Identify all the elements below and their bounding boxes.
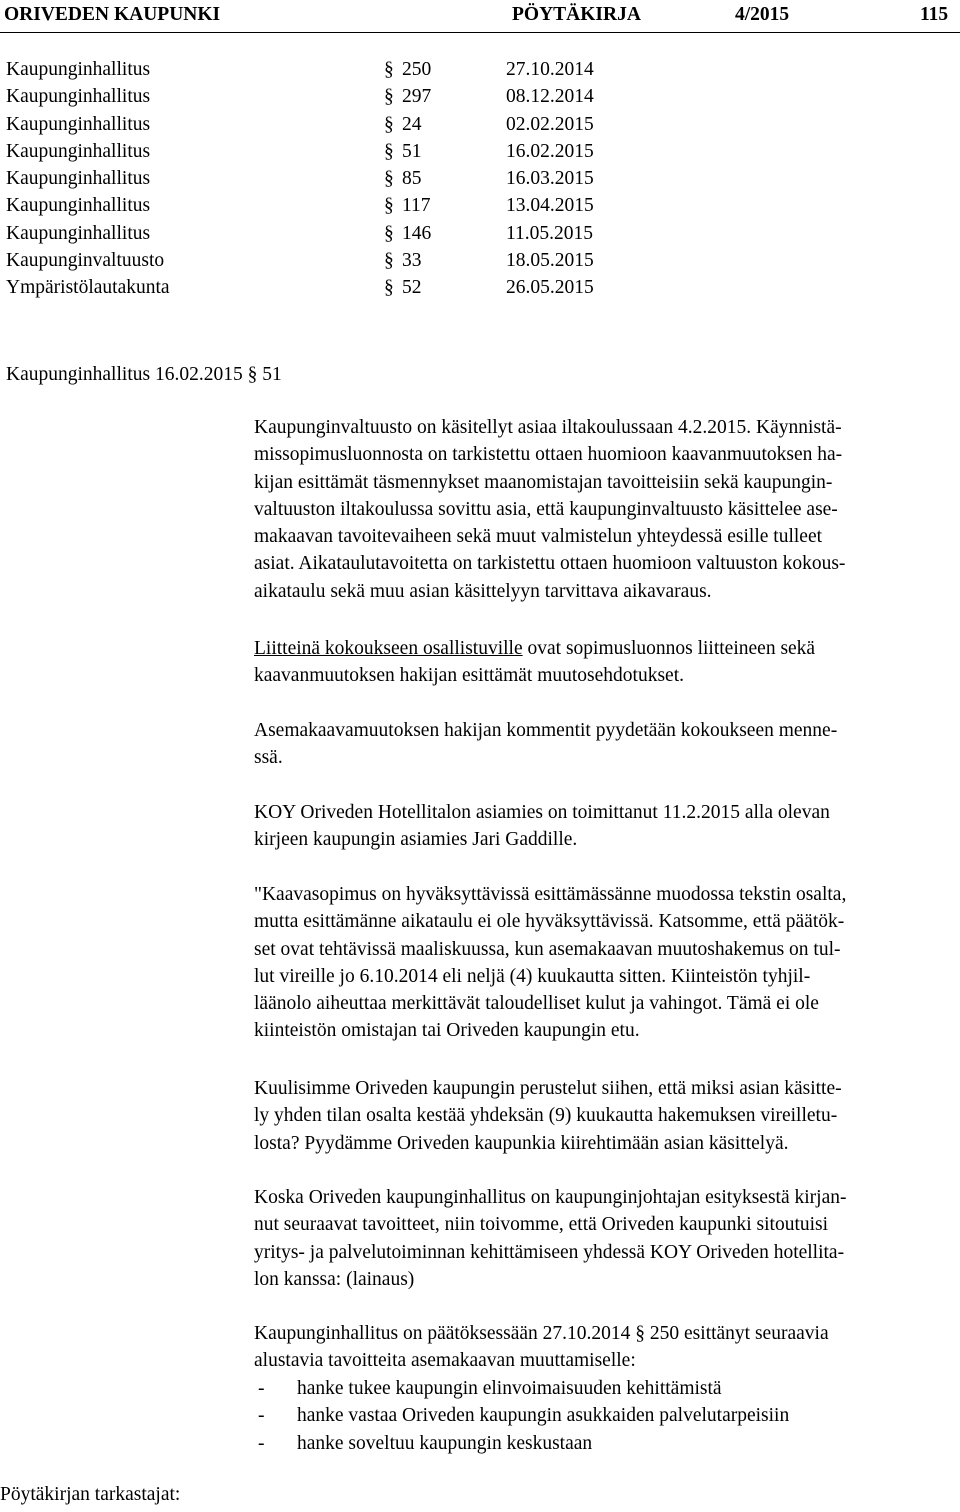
dash-bullet: - [258, 1432, 265, 1454]
history-date: 11.05.2015 [506, 222, 594, 244]
history-date: 18.05.2015 [506, 250, 594, 272]
text-line: missopimusluonnosta on tarkistettu ottaen huomioon kaavanmuutoksen ha- [254, 444, 843, 466]
history-section-number: 51 [402, 140, 422, 162]
meeting-reference-heading: Kaupunginhallitus 16.02.2015 § 51 [6, 364, 282, 385]
paragraph-applicant-comments [254, 717, 954, 772]
list-item-text: hanke vastaa Oriveden kaupungin asukkaiden palvelutarpeisiin [297, 1405, 790, 1427]
paragraph-request [254, 1075, 954, 1157]
history-section-number: 85 [402, 168, 422, 190]
history-date: 26.05.2015 [506, 277, 594, 299]
text-line: Asemakaavamuutoksen hakijan kommentit pyydetään kokoukseen menne- [254, 720, 838, 741]
history-body: Kaupunginhallitus [6, 222, 151, 244]
text-line: kijan esittämät täsmennykset maanomistajan tavoitteisiin sekä kaupungin- [254, 471, 833, 493]
section-sign: § [384, 222, 394, 244]
underlined-text: Liitteinä kokoukseen osallistuville [254, 638, 523, 659]
text-segment: ovat sopimusluonnos liitteineen sekä [522, 638, 816, 659]
text-line: KOY Oriveden Hotellitalon asiamies on toimittanut 11.2.2015 alla olevan [254, 802, 830, 823]
text-line: mutta esittämänne aikataulu ei ole hyväksyttävissä. Katsomme, että päätök- [254, 911, 845, 933]
document-type: PÖYTÄKIRJA [512, 4, 641, 25]
section-sign: § [384, 250, 394, 272]
history-body: Ympäristölautakunta [6, 277, 170, 299]
section-sign: § [384, 140, 394, 162]
history-section-number: 24 [402, 113, 422, 135]
history-body: Kaupunginhallitus [6, 86, 151, 108]
section-sign: § [384, 195, 394, 217]
text-line: kirjeen kaupungin asiamies Jari Gaddille. [254, 829, 578, 851]
history-body: Kaupunginvaltuusto [6, 250, 165, 272]
document-header [0, 0, 960, 33]
section-sign: § [384, 277, 394, 299]
paragraph-letter-intro [254, 799, 954, 854]
history-section-number: 297 [402, 86, 432, 108]
list-item-text: hanke soveltuu kaupungin keskustaan [297, 1432, 593, 1454]
history-body: Kaupunginhallitus [6, 59, 151, 80]
history-body: Kaupunginhallitus [6, 140, 151, 162]
text-line: aikataulu sekä muu asian käsittelyyn tarvittava aikavaraus. [254, 580, 712, 602]
text-line: makaavan tavoitevaiheen sekä muut valmistelun yhteydessä esille tulleet [254, 526, 823, 548]
municipality-name: ORIVEDEN KAUPUNKI [4, 4, 221, 25]
text-line: kaavanmuutoksen hakijan esittämät muutosehdotukset. [254, 665, 684, 687]
minutes-reviewers-label: Pöytäkirjan tarkastajat: [0, 1484, 181, 1505]
text-line: nut seuraavat tavoitteet, niin toivomme, että Oriveden kaupunki sitoutuisi [254, 1214, 829, 1236]
text-line: lut vireille jo 6.10.2014 eli neljä (4) kuukautta sitten. Kiinteistön tyhjil- [254, 965, 811, 987]
text-line: lon kanssa: (lainaus) [254, 1268, 415, 1290]
page-number: 115 [920, 4, 949, 25]
history-date: 16.02.2015 [506, 140, 594, 162]
list-item-text: hanke tukee kaupungin elinvoimaisuuden kehittämistä [297, 1378, 722, 1399]
dash-bullet: - [258, 1378, 265, 1399]
history-section-number: 146 [402, 222, 432, 244]
history-section-number: 250 [402, 59, 432, 80]
history-body: Kaupunginhallitus [6, 195, 151, 217]
text-line: kiinteistön omistajan tai Oriveden kaupungin etu. [254, 1020, 640, 1042]
history-body: Kaupunginhallitus [6, 168, 151, 190]
text-line: yritys- ja palvelutoiminnan kehittämiseen yhdessä KOY Oriveden hotellita- [254, 1241, 845, 1263]
text-line: asiat. Aikataulutavoitetta on tarkistettu ottaen huomioon valtuuston kokous- [254, 553, 846, 575]
text-line: "Kaavasopimus on hyväksyttävissä esittämässänne muodossa tekstin osalta, [254, 884, 847, 905]
history-date: 27.10.2014 [506, 59, 594, 80]
text-line: ly yhden tilan osalta kestää yhdeksän (9) kuukautta hakemuksen vireilletu- [254, 1105, 838, 1127]
history-date: 02.02.2015 [506, 113, 594, 135]
history-date: 08.12.2014 [506, 86, 594, 108]
section-sign: § [384, 168, 394, 190]
history-section-number: 33 [402, 250, 422, 272]
section-sign: § [384, 59, 394, 80]
paragraph-attachments [254, 635, 954, 690]
history-body: Kaupunginhallitus [6, 113, 151, 135]
dash-bullet: - [258, 1405, 265, 1427]
text-line: losta? Pyydämme Oriveden kaupunkia kiirehtimään asian käsittelyä. [254, 1132, 789, 1154]
paragraph-decision-quote [254, 1320, 954, 1375]
text-line: Koska Oriveden kaupunginhallitus on kaupunginjohtajan esityksestä kirjan- [254, 1187, 847, 1208]
text-line: ssä. [254, 747, 283, 769]
text-line: Kaupunginhallitus on päätöksessään 27.10.2014 § 250 esittänyt seuraavia [254, 1323, 829, 1344]
text-line: set ovat tehtävissä maaliskuussa, kun asemakaavan muutoshakemus on tul- [254, 938, 841, 960]
text-line: alustavia tavoitteita asemakaavan muuttamiselle: [254, 1350, 636, 1372]
text-line: valtuuston iltakoulussa sovittu asia, että kaupunginvaltuusto käsittelee ase- [254, 498, 838, 520]
text-line [254, 635, 954, 662]
section-sign: § [384, 86, 394, 108]
paragraph-intro [254, 414, 954, 605]
history-section-number: 117 [402, 195, 431, 217]
text-line: läänolo aiheuttaa merkittävät taloudelliset kulut ja vahingot. Tämä ei ole [254, 993, 819, 1015]
issue-number: 4/2015 [735, 4, 790, 25]
section-sign: § [384, 113, 394, 135]
history-section-number: 52 [402, 277, 422, 299]
text-line: Kuulisimme Oriveden kaupungin perustelut siihen, että miksi asian käsitte- [254, 1078, 842, 1099]
paragraph-letter-quote [254, 881, 954, 1045]
text-line: Kaupunginvaltuusto on käsitellyt asiaa iltakoulussaan 4.2.2015. Käynnistä- [254, 417, 842, 438]
history-date: 16.03.2015 [506, 168, 594, 190]
history-date: 13.04.2015 [506, 195, 594, 217]
paragraph-goals-intro [254, 1184, 954, 1293]
